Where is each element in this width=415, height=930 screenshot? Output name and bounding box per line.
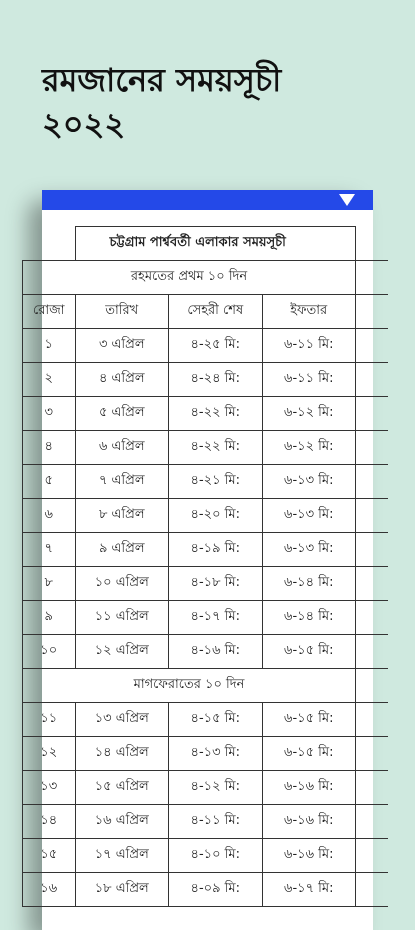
cell-date: ১০ এপ্রিল [75, 567, 169, 601]
cell-sehri: ৪-২০ মি: [169, 499, 263, 533]
cell-iftar: ৬-১৭ মি: [262, 873, 356, 907]
table-title-row [23, 227, 389, 261]
cell-date: ১৭ এপ্রিল [75, 839, 169, 873]
cell-sehri: ৪-২১ মি: [169, 465, 263, 499]
cell-date: ৫ এপ্রিল [75, 397, 169, 431]
schedule-table [22, 226, 388, 907]
table-row [23, 873, 389, 907]
cell-day: ৪ [23, 431, 76, 465]
cell-date: ১২ এপ্রিল [75, 635, 169, 669]
cell-sehri: ৪-১৯ মি: [169, 533, 263, 567]
cell-sehri: ৪-১২ মি: [169, 771, 263, 805]
cell-day: ১ [23, 329, 76, 363]
cell-sehri: ৪-২৪ মি: [169, 363, 263, 397]
table-row [23, 839, 389, 873]
cell-day: ৩ [23, 397, 76, 431]
cell-day: ১৪ [23, 805, 76, 839]
cell-sehri: ৪-১৬ মি: [169, 635, 263, 669]
cell-sehri: ৪-২৫ মি: [169, 329, 263, 363]
section-header-row [23, 669, 389, 703]
cell-sehri: ৪-১১ মি: [169, 805, 263, 839]
cell-sehri: ৪-১৮ মি: [169, 567, 263, 601]
cell-iftar: ৬-১৬ মি: [262, 839, 356, 873]
column-header-row [23, 295, 389, 329]
table-row [23, 397, 389, 431]
cell-sehri: ৪-১৩ মি: [169, 737, 263, 771]
section-title-magfirat: মাগফেরাতের ১০ দিন [23, 669, 356, 703]
cell-iftar: ৬-১৪ মি: [262, 567, 356, 601]
cell-date: ১৫ এপ্রিল [75, 771, 169, 805]
cell-iftar: ৬-১২ মি: [262, 431, 356, 465]
table-row [23, 329, 389, 363]
cell-iftar: ৬-১২ মি: [262, 397, 356, 431]
cell-day: ৬ [23, 499, 76, 533]
schedule-table-wrapper[interactable] [22, 226, 388, 907]
cell-date: ৩ এপ্রিল [75, 329, 169, 363]
headline-line-2: ২০২২ [42, 105, 126, 143]
cell-sehri: ৪-২২ মি: [169, 431, 263, 465]
cell-iftar: ৬-১৪ মি: [262, 601, 356, 635]
cell-iftar: ৬-১৫ মি: [262, 703, 356, 737]
cell-date: ৬ এপ্রিল [75, 431, 169, 465]
cell-day: ৮ [23, 567, 76, 601]
cell-date: ৯ এপ্রিল [75, 533, 169, 567]
col-header-date: তারিখ [75, 295, 169, 329]
cell-day: ১০ [23, 635, 76, 669]
table-row [23, 737, 389, 771]
col-header-day: রোজা [23, 295, 76, 329]
cell-date: ১১ এপ্রিল [75, 601, 169, 635]
cell-date: ৮ এপ্রিল [75, 499, 169, 533]
cell-day: ১৬ [23, 873, 76, 907]
col-header-sehri: সেহরী শেষ [169, 295, 263, 329]
cell-date: ১৩ এপ্রিল [75, 703, 169, 737]
table-row [23, 703, 389, 737]
cell-iftar: ৬-১৩ মি: [262, 465, 356, 499]
section-title-rahmat: রহমতের প্রথম ১০ দিন [23, 261, 356, 295]
section-header-row [23, 261, 389, 295]
cell-day: ৫ [23, 465, 76, 499]
cell-day: ২ [23, 363, 76, 397]
table-row [23, 363, 389, 397]
cell-iftar: ৬-১৬ মি: [262, 771, 356, 805]
table-row [23, 805, 389, 839]
cell-iftar: ৬-১৩ মি: [262, 499, 356, 533]
cell-iftar: ৬-১১ মি: [262, 363, 356, 397]
table-row [23, 601, 389, 635]
headline [42, 58, 281, 146]
cell-iftar: ৬-১৩ মি: [262, 533, 356, 567]
cell-date: ১৬ এপ্রিল [75, 805, 169, 839]
wifi-icon [339, 194, 355, 206]
cell-sehri: ৪-১৫ মি: [169, 703, 263, 737]
table-title: চট্টগ্রাম পার্শ্ববর্তী এলাকার সময়সূচী [75, 227, 356, 261]
table-row [23, 635, 389, 669]
cell-day: ১১ [23, 703, 76, 737]
cell-day: ৭ [23, 533, 76, 567]
cell-date: ৪ এপ্রিল [75, 363, 169, 397]
cell-iftar: ৬-১৬ মি: [262, 805, 356, 839]
status-bar [42, 190, 373, 210]
cell-sehri: ৪-১০ মি: [169, 839, 263, 873]
phone-mockup [32, 190, 373, 930]
cell-day: ১৫ [23, 839, 76, 873]
cell-iftar: ৬-১৫ মি: [262, 635, 356, 669]
cell-day: ৯ [23, 601, 76, 635]
table-row [23, 533, 389, 567]
cell-day: ১২ [23, 737, 76, 771]
cell-sehri: ৪-০৯ মি: [169, 873, 263, 907]
cell-date: ৭ এপ্রিল [75, 465, 169, 499]
table-row [23, 431, 389, 465]
table-row [23, 567, 389, 601]
col-header-iftar: ইফতার [262, 295, 356, 329]
cell-date: ১৪ এপ্রিল [75, 737, 169, 771]
cell-iftar: ৬-১৫ মি: [262, 737, 356, 771]
cell-sehri: ৪-২২ মি: [169, 397, 263, 431]
cell-sehri: ৪-১৭ মি: [169, 601, 263, 635]
table-row [23, 499, 389, 533]
cell-day: ১৩ [23, 771, 76, 805]
cell-date: ১৮ এপ্রিল [75, 873, 169, 907]
headline-line-1: রমজানের সময়সূচী [42, 61, 282, 99]
table-row [23, 465, 389, 499]
table-row [23, 771, 389, 805]
cell-iftar: ৬-১১ মি: [262, 329, 356, 363]
